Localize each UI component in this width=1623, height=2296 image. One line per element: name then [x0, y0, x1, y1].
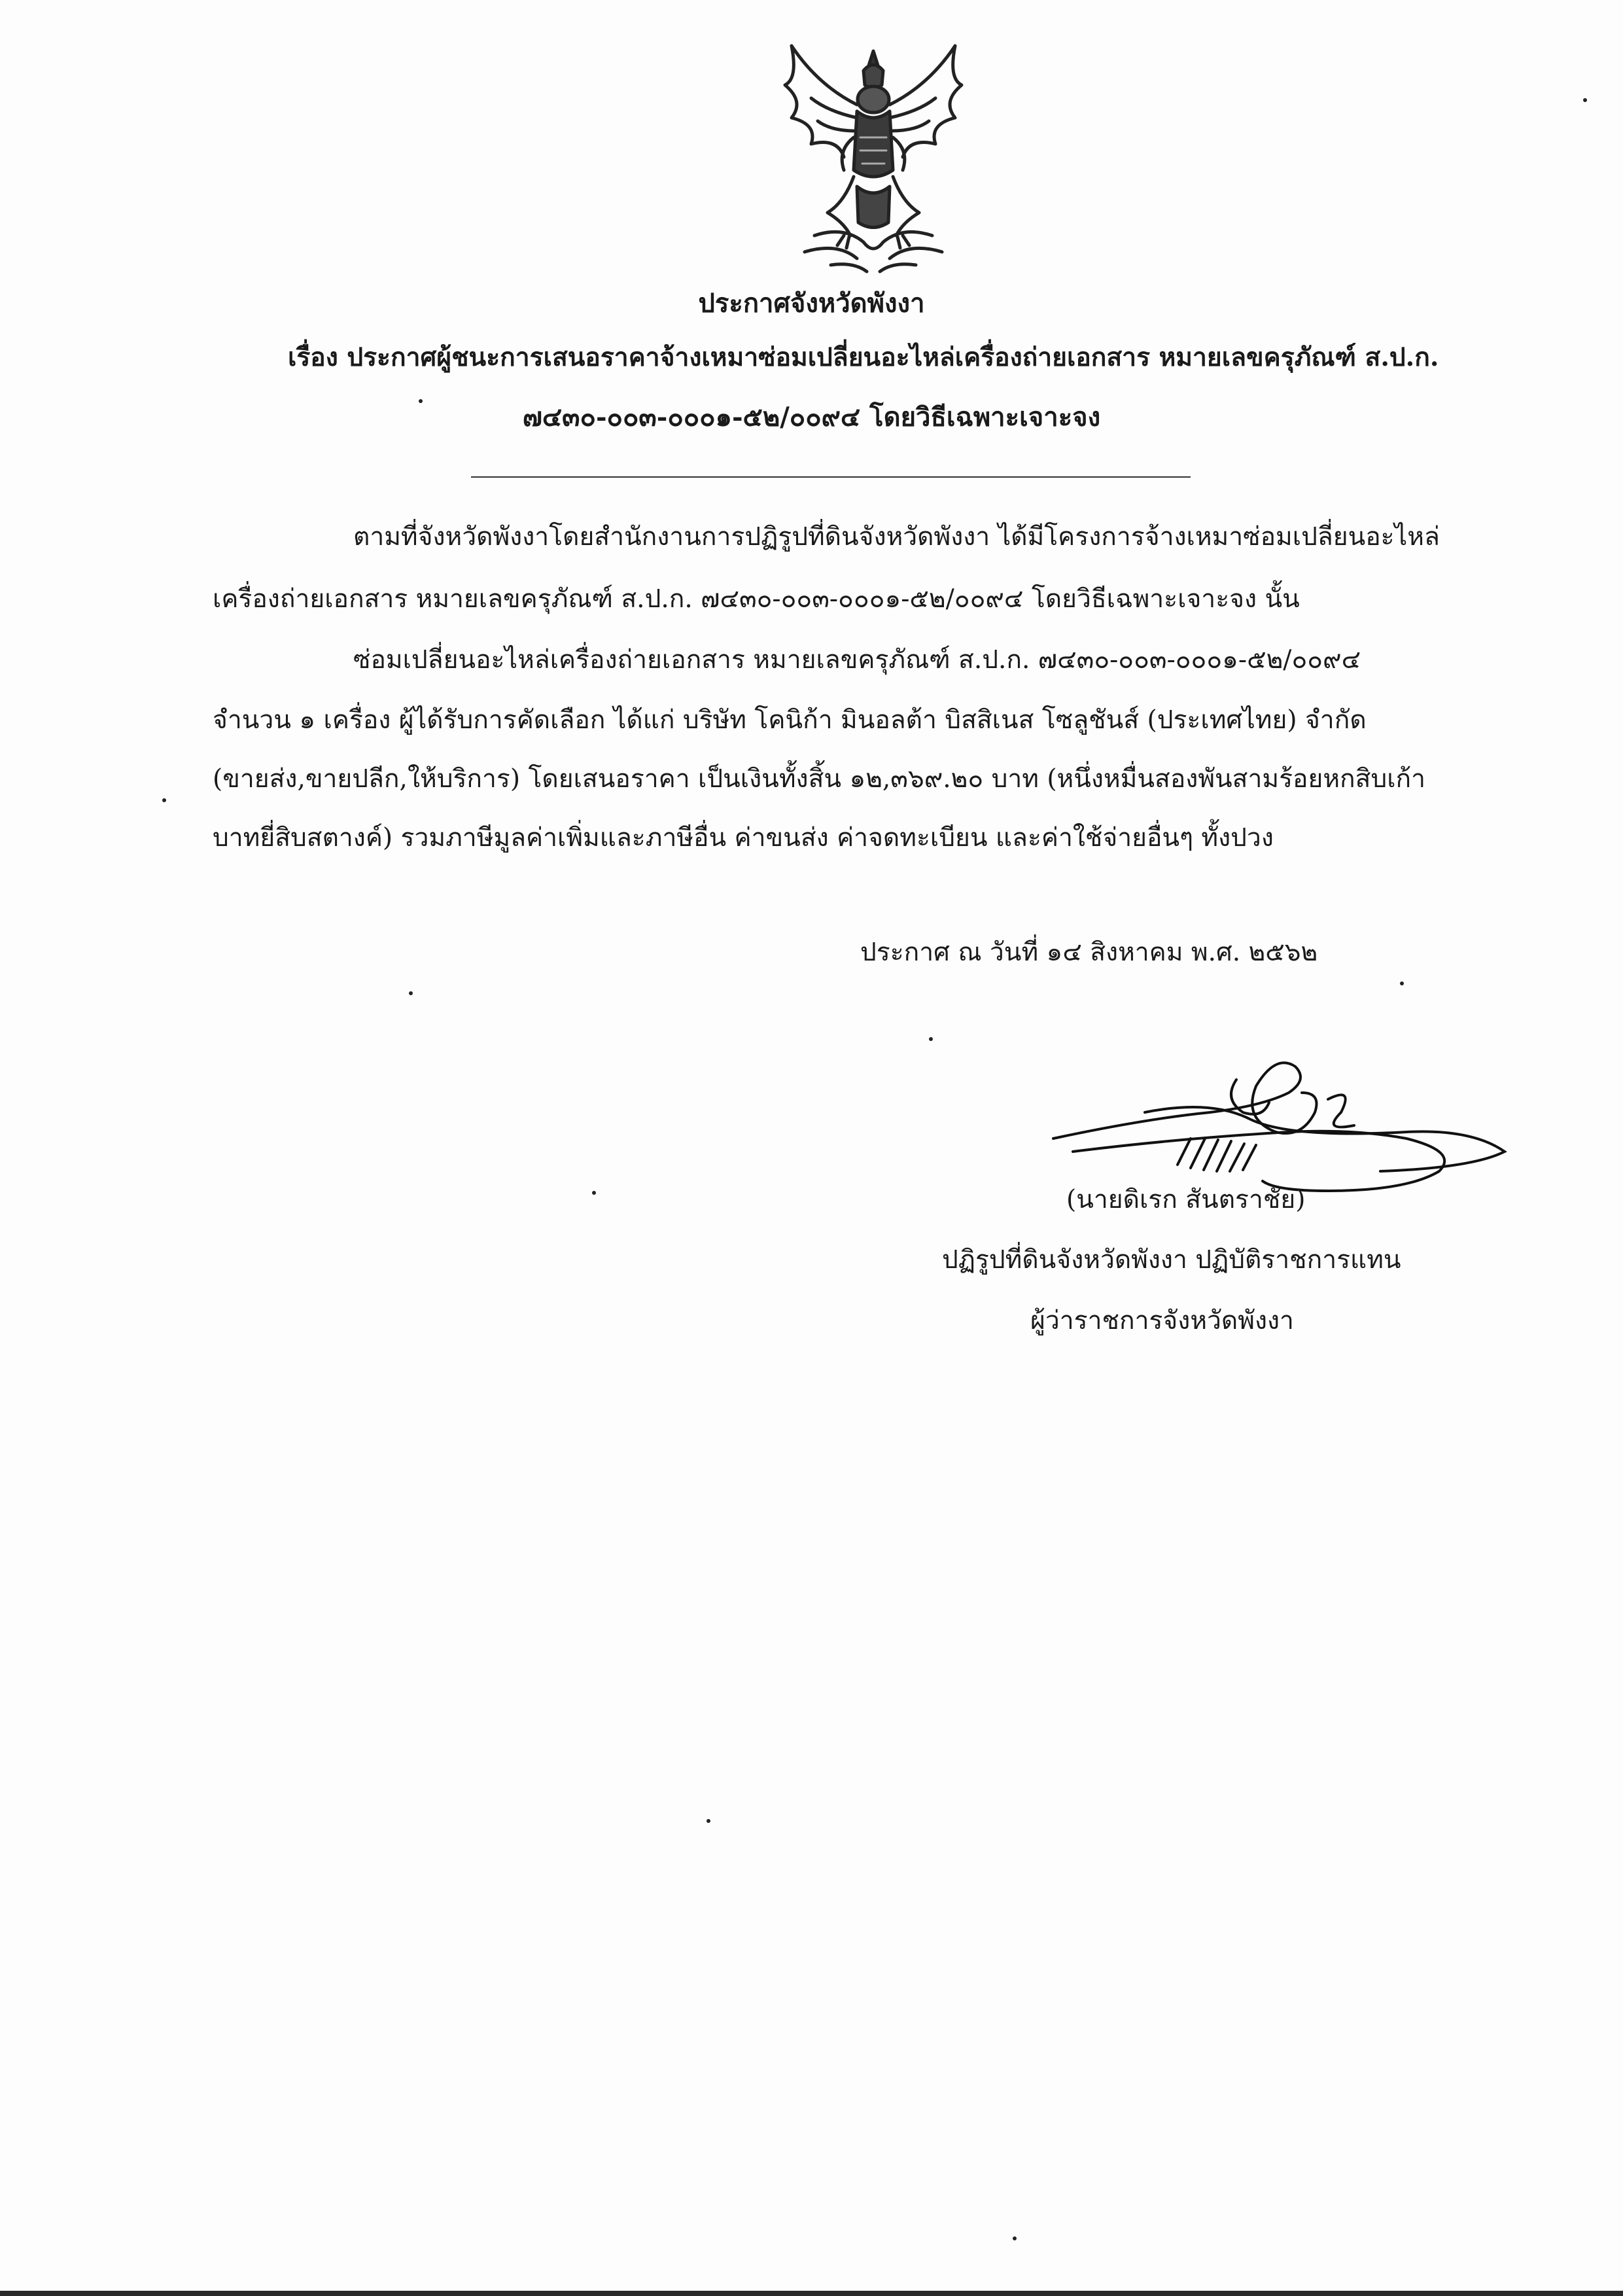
subject-line-1: เรื่อง ประกาศผู้ชนะการเสนอราคาจ้างเหมาซ่อมเปลี่ยนอะไหล่เครื่องถ่ายเอกสาร หมายเลขครุภัณฑ์ ส.ป.ก.: [288, 342, 1439, 372]
handwritten-signature-icon: [1014, 1040, 1537, 1250]
paragraph-2-line-4: บาทยี่สิบสตางค์) รวมภาษีมูลค่าเพิ่มและภาษีอื่น ค่าขนส่ง ค่าจดทะเบียน และค่าใช้จ่ายอื่นๆ ทั้งปวง: [213, 823, 1274, 853]
scan-speck: [929, 1037, 933, 1041]
subject-line-2: ๗๔๓๐-๐๐๓-๐๐๐๑-๕๒/๐๐๙๔ โดยวิธีเฉพาะเจาะจง: [522, 402, 1101, 433]
title-divider: [471, 476, 1191, 478]
scan-bottom-edge: [0, 2291, 1623, 2296]
garuda-emblem-icon: [765, 39, 981, 281]
scan-speck: [162, 798, 166, 802]
scan-speck: [409, 991, 413, 995]
announcement-date: ประกาศ ณ วันที่ ๑๔ สิงหาคม พ.ศ. ๒๕๖๒: [860, 938, 1318, 967]
scan-speck: [592, 1191, 596, 1195]
paragraph-1-line-2: เครื่องถ่ายเอกสาร หมายเลขครุภัณฑ์ ส.ป.ก. ๗๔๓๐-๐๐๓-๐๐๐๑-๕๒/๐๐๙๔ โดยวิธีเฉพาะเจาะจง นั้น: [213, 584, 1300, 614]
signatory-position-line-1: ปฏิรูปที่ดินจังหวัดพังงา ปฏิบัติราชการแทน: [942, 1245, 1401, 1275]
scan-speck: [419, 399, 423, 403]
scan-speck: [707, 1819, 710, 1823]
signatory-position-line-2: ผู้ว่าราชการจังหวัดพังงา: [1030, 1306, 1294, 1335]
document-title: ประกาศจังหวัดพังงา: [698, 288, 925, 319]
paragraph-2-line-1: ซ่อมเปลี่ยนอะไหล่เครื่องถ่ายเอกสาร หมายเลขครุภัณฑ์ ส.ป.ก. ๗๔๓๐-๐๐๓-๐๐๐๑-๕๒/๐๐๙๔: [353, 645, 1361, 675]
scan-speck: [1400, 981, 1404, 985]
scan-speck: [1583, 98, 1587, 102]
paragraph-2-line-2: จำนวน ๑ เครื่อง ผู้ได้รับการคัดเลือก ได้แก่ บริษัท โคนิก้า มินอลต้า บิสสิเนส โซลูชันส์ (ประเทศไทย) จำกัด: [213, 705, 1367, 735]
signatory-name: (นายดิเรก สันตราชัย): [1066, 1185, 1306, 1214]
paragraph-1-line-1: ตามที่จังหวัดพังงาโดยสำนักงานการปฏิรูปที่ดินจังหวัดพังงา ได้มีโครงการจ้างเหมาซ่อมเปลี่ยนอะไหล่: [353, 522, 1440, 552]
scan-speck: [1013, 2236, 1017, 2240]
paragraph-2-line-3: (ขายส่ง,ขายปลีก,ให้บริการ) โดยเสนอราคา เป็นเงินทั้งสิ้น ๑๒,๓๖๙.๒๐ บาท (หนึ่งหมื่นสองพันสามร้อยหกสิบเก้า: [213, 764, 1426, 794]
